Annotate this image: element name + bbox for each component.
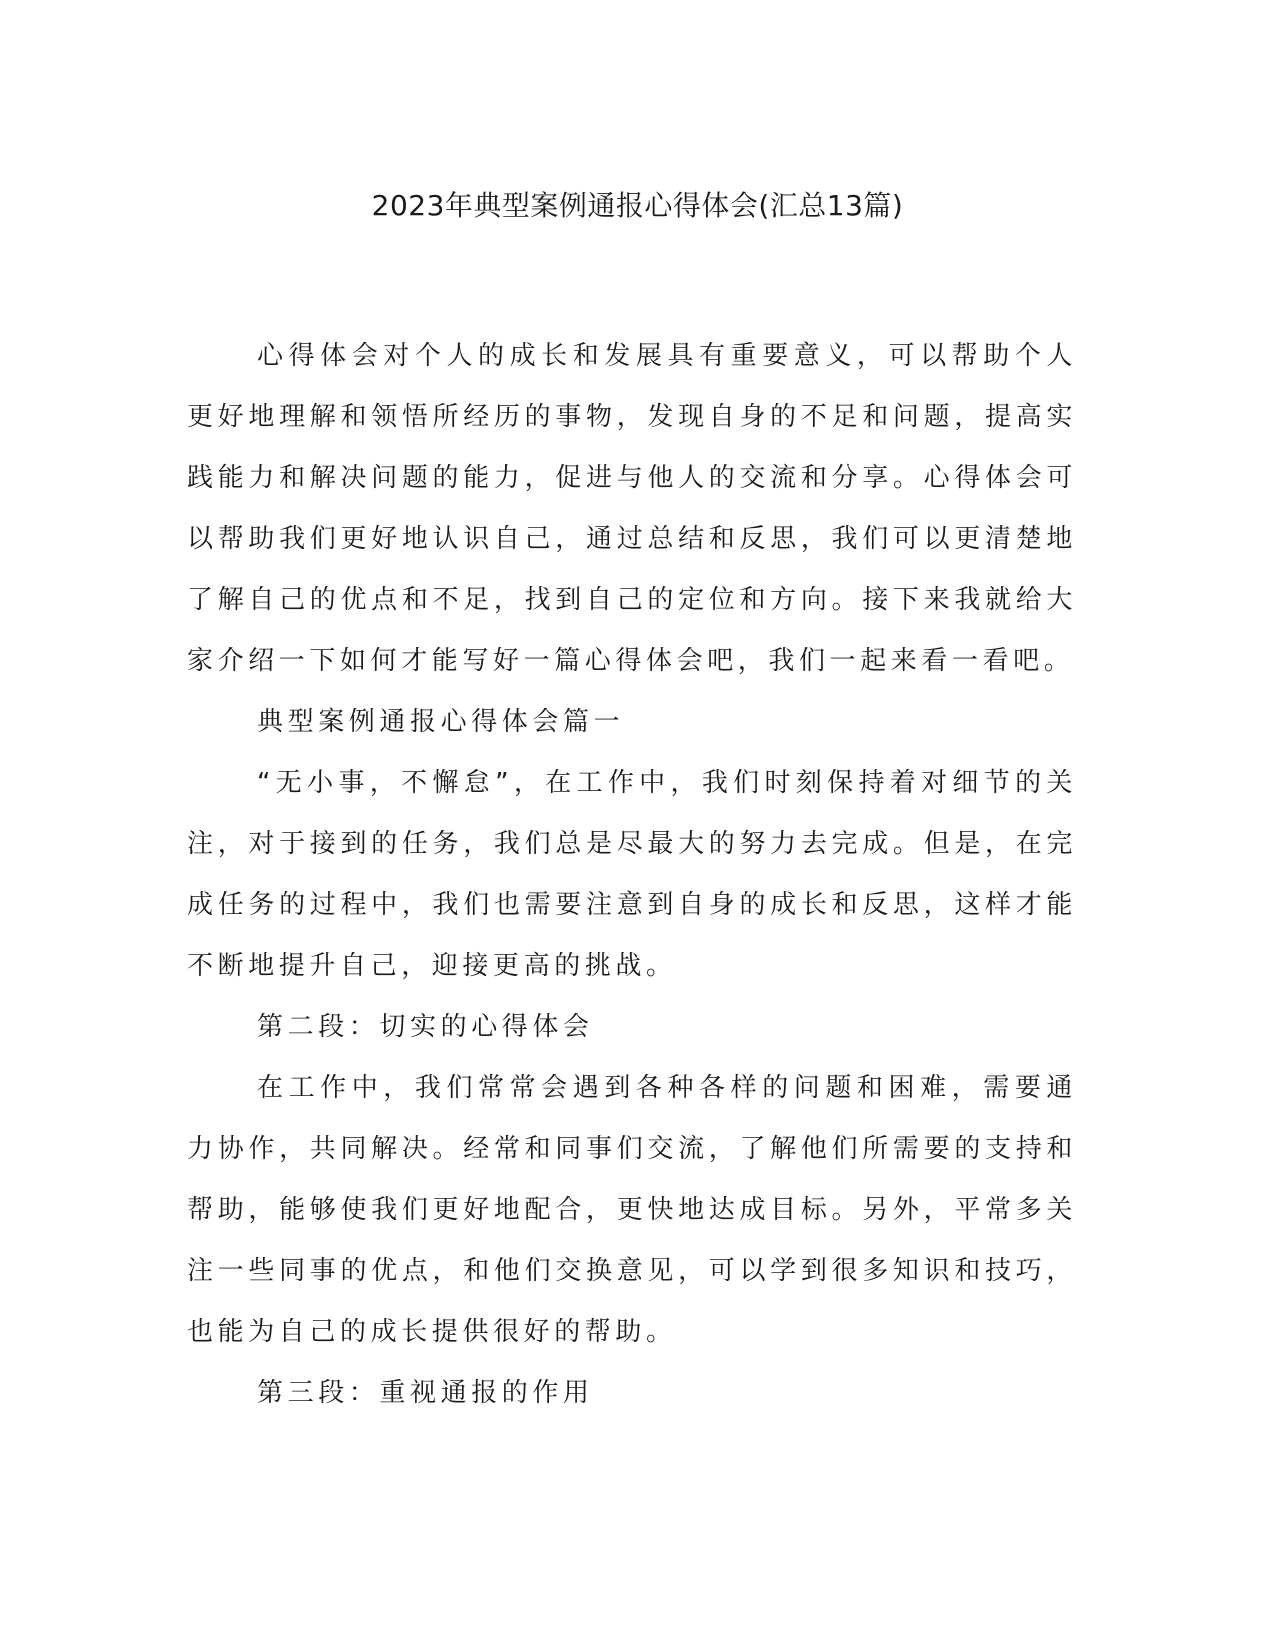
section-2-paragraph: 在工作中，我们常常会遇到各种各样的问题和困难，需要通力协作，共同解决。经常和同事们交流，了解他们所需要的支持和帮助，能够使我们更好地配合，更快地达成目标。另外，平常多关注一些同事的优点，和他们交换意见，可以学到很多知识和技巧，也能为自己的成长提供很好的帮助。	[187, 1073, 1077, 1347]
document-body	[187, 326, 1077, 1424]
section-1-heading: 典型案例通报心得体会篇一	[257, 707, 625, 737]
section-1-paragraph: “无小事，不懈怠”，在工作中，我们时刻保持着对细节的关注，对于接到的任务，我们总是尽最大的努力去完成。但是，在完成任务的过程中，我们也需要注意到自身的成长和反思，这样才能不断地提升自己，迎接更高的挑战。	[187, 768, 1077, 981]
intro-paragraph: 心得体会对个人的成长和发展具有重要意义，可以帮助个人更好地理解和领悟所经历的事物，发现自身的不足和问题，提高实践能力和解决问题的能力，促进与他人的交流和分享。心得体会可以帮助我们更好地认识自己，通过总结和反思，我们可以更清楚地了解自己的优点和不足，找到自己的定位和方向。接下来我就给大家介绍一下如何才能写好一篇心得体会吧，我们一起来看一看吧。	[187, 341, 1077, 676]
document-title: 2023年典型案例通报心得体会(汇总13篇)	[371, 189, 904, 222]
section-3-heading: 第三段：重视通报的作用	[257, 1378, 594, 1408]
section-2-heading: 第二段：切实的心得体会	[257, 1012, 594, 1042]
